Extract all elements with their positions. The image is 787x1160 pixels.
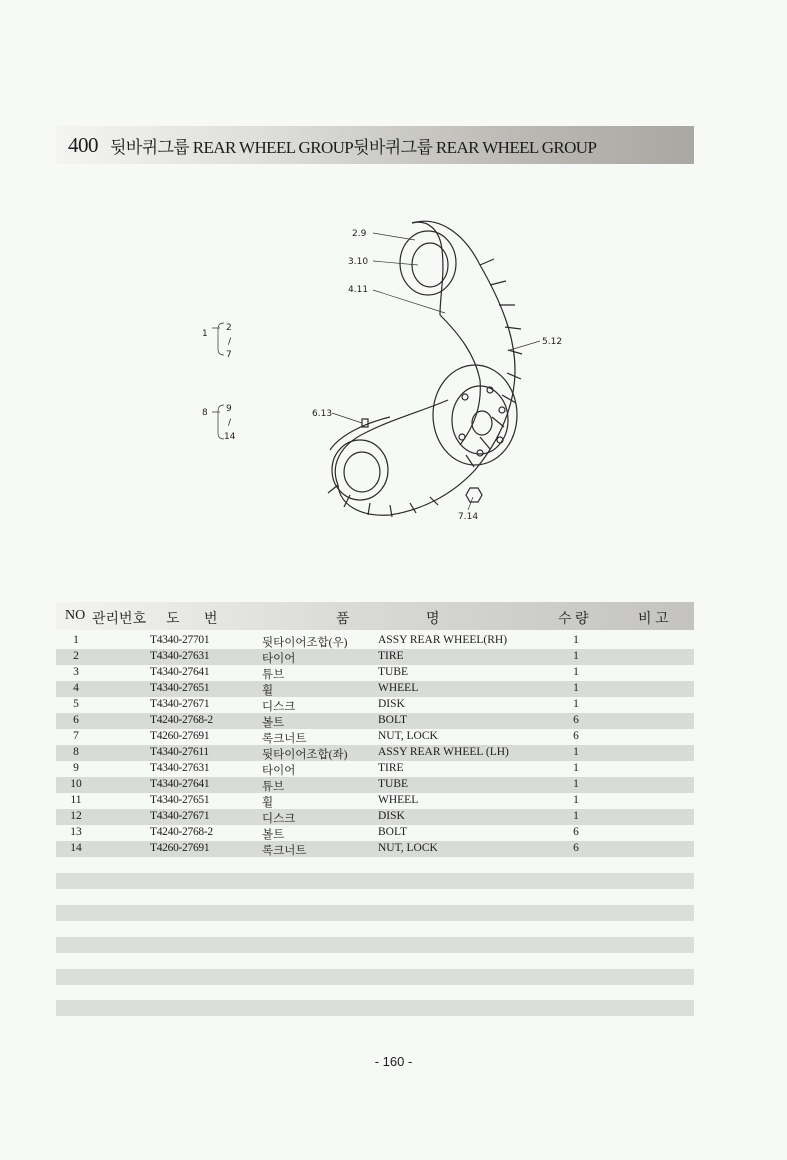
row-name-en: TUBE [378,778,409,790]
row-name-en: WHEEL [378,682,419,694]
row-part-number: T4340-27631 [150,650,210,662]
row-part-number: T4340-27651 [150,794,210,806]
row-qty: 1 [573,746,579,758]
legend-8-bottom: 14 [224,432,236,442]
row-name-kr: 록크너트 [262,733,307,745]
row-name-kr: 볼트 [262,829,285,841]
row-no: 4 [73,682,79,694]
table-row [56,681,694,697]
table-row [56,649,694,665]
row-qty: 6 [573,842,579,854]
row-name-kr: 휠 [262,685,274,697]
table-row [56,793,694,809]
parts-table-header [56,602,694,630]
header-remark: 비 고 [638,612,669,627]
row-qty: 6 [573,730,579,742]
header-no: NO [65,608,86,623]
legend-8-top: 9 [226,404,232,414]
empty-row [56,905,694,921]
empty-row [56,873,694,889]
row-qty: 1 [573,698,579,710]
row-qty: 6 [573,826,579,838]
row-no: 13 [70,826,82,838]
table-row [56,665,694,681]
row-no: 9 [73,762,79,774]
legend-1-bottom: 7 [226,350,232,360]
empty-row [56,969,694,985]
row-qty: 1 [573,778,579,790]
row-name-kr: 디스크 [262,813,296,825]
row-name-en: DISK [378,810,405,822]
row-name-kr: 튜브 [262,781,285,793]
callout-2-9: 2.9 [352,229,367,239]
row-no: 3 [73,666,79,678]
row-qty: 1 [573,666,579,678]
callout-3-10: 3.10 [348,257,369,267]
row-name-kr: 튜브 [262,669,285,681]
callout-5-12: 5.12 [542,337,563,347]
empty-row [56,937,694,953]
row-part-number: T4340-27651 [150,682,210,694]
callout-6-13: 6.13 [312,409,333,419]
row-no: 6 [73,714,79,726]
row-name-en: TIRE [378,762,404,774]
row-part-number: T4240-2768-2 [150,826,213,838]
table-row [56,713,694,729]
row-name-en: BOLT [378,826,407,838]
row-part-number: T4340-27641 [150,778,210,790]
row-qty: 1 [573,682,579,694]
row-name-kr: 타이어 [262,653,296,665]
row-name-kr: 볼트 [262,717,285,729]
legend-assembly-1: 1 [202,329,208,339]
row-qty: 6 [573,714,579,726]
row-name-en: ASSY REAR WHEEL (LH) [378,746,509,758]
header-name-2: 명 [426,612,440,627]
row-no: 7 [73,730,79,742]
table-row [56,729,694,745]
table-row [56,777,694,793]
header-mgmt-no: 관리번호 [92,612,147,627]
row-no: 12 [70,810,82,822]
row-qty: 1 [573,762,579,774]
section-number: 400 [68,132,98,157]
row-name-kr: 디스크 [262,701,296,713]
legend-1-top: 2 [226,323,232,333]
row-name-en: DISK [378,698,405,710]
callout-7-14: 7.14 [458,512,479,522]
header-name-1: 품 [336,612,350,627]
section-title-bar [56,126,694,164]
row-name-en: TUBE [378,666,409,678]
row-name-kr: 타이어 [262,765,296,777]
row-part-number: T4340-27671 [150,698,210,710]
row-name-kr: 휠 [262,797,274,809]
page-number: - 160 - [374,1054,413,1069]
legend-assembly-8: 8 [202,408,208,418]
legend-8-mid: / [228,418,232,428]
row-no: 2 [73,650,79,662]
legend-1-mid: / [228,337,232,347]
row-part-number: T4260-27691 [150,842,210,854]
table-row [56,697,694,713]
row-no: 1 [73,634,79,646]
row-part-number: T4340-27631 [150,762,210,774]
callout-4-11: 4.11 [348,285,369,295]
row-name-en: BOLT [378,714,407,726]
row-qty: 1 [573,634,579,646]
header-drawing-2: 번 [204,612,218,627]
row-part-number: T4340-27671 [150,810,210,822]
row-name-en: WHEEL [378,794,419,806]
row-part-number: T4340-27611 [150,746,209,758]
header-drawing-1: 도 [166,612,180,627]
row-no: 8 [73,746,79,758]
table-row [56,825,694,841]
row-no: 10 [70,778,82,790]
row-part-number: T4340-27641 [150,666,210,678]
row-name-en: ASSY REAR WHEEL(RH) [378,634,508,646]
empty-row [56,1000,694,1016]
section-title: 뒷바퀴그룹 REAR WHEEL GROUP뒷바퀴그룹 REAR WHEEL GROUP [110,137,597,157]
row-part-number: T4240-2768-2 [150,714,213,726]
row-name-kr: 록크너트 [262,845,307,857]
row-qty: 1 [573,794,579,806]
row-name-kr: 뒷타이어조합(좌) [262,749,348,761]
row-qty: 1 [573,650,579,662]
table-row [56,745,694,761]
table-row [56,809,694,825]
table-row [56,841,694,857]
row-name-en: NUT, LOCK [378,842,438,854]
header-qty: 수 량 [558,612,589,627]
rear-wheel-diagram [190,205,590,535]
table-row [56,633,694,649]
row-qty: 1 [573,810,579,822]
row-part-number: T4260-27691 [150,730,210,742]
row-name-en: NUT, LOCK [378,730,438,742]
row-part-number: T4340-27701 [150,634,210,646]
table-row [56,761,694,777]
row-name-en: TIRE [378,650,404,662]
row-no: 11 [70,794,82,806]
row-no: 14 [70,842,82,854]
row-no: 5 [73,698,79,710]
row-name-kr: 뒷타이어조합(우) [262,637,348,649]
